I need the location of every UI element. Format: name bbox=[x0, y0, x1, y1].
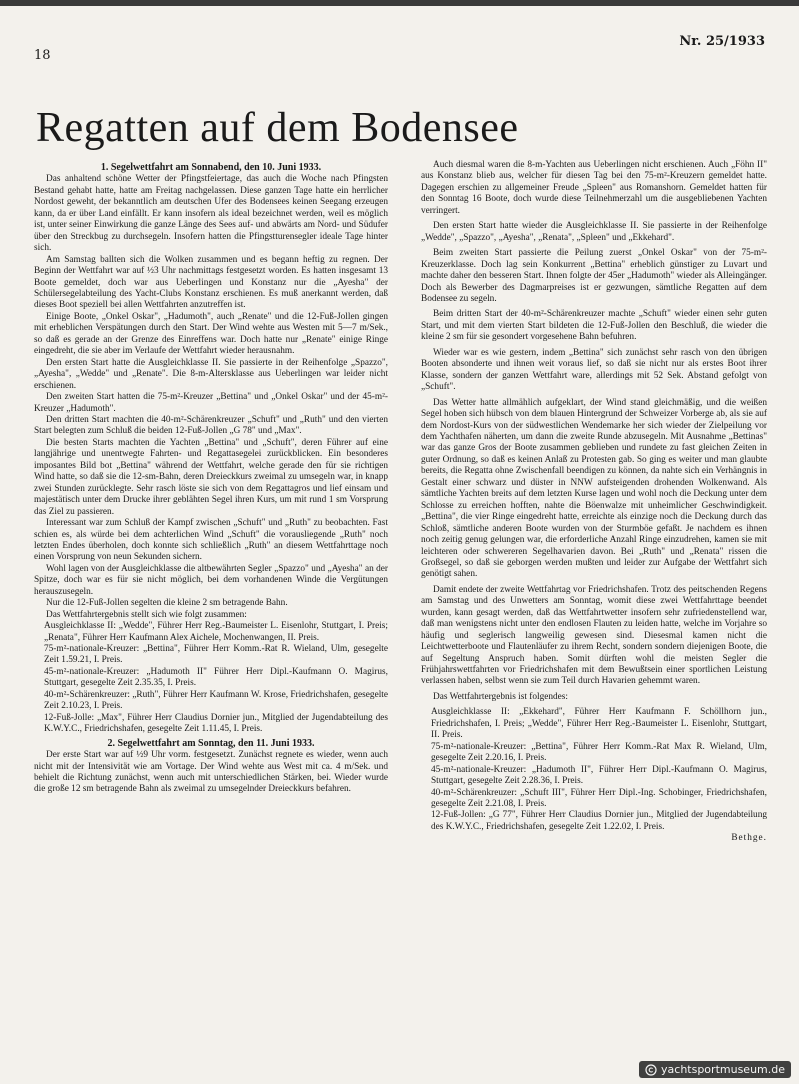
result-entry: 40-m²-Schärenkreuzer: „Schuft III", Führer Herr Dipl.-Ing. Schobinger, Friedrichshafen, gesegelte Zeit 2.21.08, I. Preis. bbox=[431, 787, 767, 810]
right-column bbox=[421, 160, 767, 845]
result-entry: 12-Fuß-Jolle: „Max", Führer Herr Claudius Dornier jun., Mitglied der Jugendabteilung des K.W.Y.C., Friedrichshafen, gesegelte Zeit 1.11.45, I. Preis. bbox=[44, 712, 388, 735]
result-entry: 40-m²-Schärenkreuzer: „Ruth", Führer Herr Kaufmann W. Krose, Friedrichshafen, gesegelte Zeit 2.10.23, I. Preis. bbox=[44, 689, 388, 712]
paragraph: Wieder war es wie gestern, indem „Bettina" sich zunächst sehr rasch von den übrigen Booten absonderte und ihnen weit voraus lief, so daß sie nicht nur als erstes Boot ihrer Klasse, sondern der ganzen Wettfahrt ware, allerdings mit 52 Sek. Abstand gefolgt von „Schuft". bbox=[421, 347, 767, 393]
paragraph: Den ersten Start hatte wieder die Ausgleichklasse II. Sie passierte in der Reihenfolge „Wedde", „Spazzo", „Ayesha", „Renata", „Spleen" und „Ekkehard". bbox=[421, 221, 767, 243]
paragraph: Das Wetter hatte allmählich aufgeklart, der Wind stand gleichmäßig, und die weißen Segel hoben sich hübsch von dem blauen Hintergrund der Schweizer Vorberge ab, als sie auf dem Nordost-Kurs von der südwestlichen Wendemarke her sich wieder der Zielpeilung vor dem Yachthafen näherten, um dann die zweite Runde abzusegeln. Mit Ausnahme „Bettinas" war das ganze Gros der Boote zusammen geblieben und rundete zu fast gleichen Zeiten in guter Ordnung, so daß es keinen Anlaß zu Protesten gab. So ging es weiter und man glaubte bereits, die Regatta ohne Zwischenfall beendigen zu können, da nahte sich ein Verhängnis in Gestalt einer schwarz und düster in NNW aufsteigenden drohenden Wolkenwand. Als sämtliche Yachten breits auf dem letzten Kurse lagen und wohl noch die Deckung unter dem Schlosse zu erreichen hofften, nahte die Böenwalze mit unheimlicher Geschwindigkeit. „Bettina", die vier Ringe eingedreht hatte, erreichte als einzige noch die Deckung durch das Schloß, sämtliche anderen Boote wurden von der Sturmböe gefaßt. Je nachdem es ihnen noch zeitig genug gelungen war, die erforderliche Anzahl Ringe einzudrehen, kamen sie mit leichteren oder schwereren Segelhavarien davon. Bei „Ruth" und „Renata" rissen die Großsegel, so daß sie geborgen werden mußten und leider zur Aufgabe der Wettfahrt sich genötigt sahen. bbox=[421, 397, 767, 580]
result-entry: 12-Fuß-Jollen: „G 77", Führer Herr Claudius Dornier jun., Mitglied der Jugendabteilung des K.W.Y.C., Friedrichshafen, gesegelte Zeit 1.22.02, I. Preis. bbox=[431, 810, 767, 832]
result-entry: 75-m²-nationale-Kreuzer: „Bettina", Führer Herr Komm.-Rat Max R. Wieland, Ulm, gesegelte Zeit 2.20.16, I. Preis. bbox=[431, 741, 767, 764]
result-entry: Ausgleichklasse II: „Wedde", Führer Herr Reg.-Baumeister L. Eisenlohr, Stuttgart, I. Preis; „Renata", Führer Herr Kaufmann Alex Aichele, Mochenwangen, II. Preis. bbox=[44, 621, 388, 643]
paragraph: Die besten Starts machten die Yachten „Bettina" und „Schuft", deren Führer auf eine langjährige und unentwegte Fahrten- und Regattasegelei zurückblicken. Ein besonderes imposantes Bild bot „Bettina" während der Wettfahrt, welche gerade den für sie richtigen Wind hatte, so daß sie die 12-sm-Bahn, deren Dreieckkurs zweimal zu umsegeln war, in knapp zwei Stunden zurücklegte. Sehr rasch löste sie sich von dem Regattagros und lief einsam und majestätisch unter dem Drucke ihrer geblähten Segel ihren Kurs, um mit rund 1 sm Vorsprung das Ziel zu passieren. bbox=[34, 437, 388, 517]
watermark bbox=[639, 1061, 791, 1078]
article-title: Regatten auf dem Bodensee bbox=[36, 105, 519, 151]
result-entry: 45-m²-nationale-Kreuzer: „Hadumoth II" Führer Herr Dipl.-Kaufmann O. Magirus, Stuttgart, gesegelte Zeit 2.35.35, I. Preis. bbox=[44, 666, 388, 689]
page-number: 18 bbox=[34, 48, 51, 63]
author-signature: Bethge. bbox=[731, 833, 767, 844]
paragraph: Den zweiten Start hatten die 75-m²-Kreuzer „Bettina" und „Onkel Oskar" und der 45-m²-Kreuzer „Hadumoth". bbox=[34, 392, 388, 414]
paragraph: Einige Boote, „Onkel Oskar", „Hadumoth", auch „Renate" und die 12-Fuß-Jollen gingen mit erheblichen Verspätungen durch den Start. Der Wind wehte aus Westen mit 5—7 m/Sek., so daß es gerade an der Grenze des Einreffens war. Doch hatte nur „Renate" einige Ringe eingedreht, die sie aber im Verlaufe der Wettfahrt wieder herausnahm. bbox=[34, 311, 388, 357]
copyright-icon bbox=[645, 1064, 657, 1076]
paragraph: Der erste Start war auf ½9 Uhr vorm. festgesetzt. Zunächst regnete es wieder, wenn auch nicht mit der Intensivität wie am Vortage. Der Wind wehte aus West mit ca. 4 m/Sek. und behielt die Richtung zunächst, wenn auch mit unterschiedlichen Stärken, bei. Wieder wurde die große 12 sm betragende Bahn als zweimal zu umsegelnder Dreieckkurs befahren. bbox=[34, 750, 388, 795]
paragraph: Wohl lagen von der Ausgleichklasse die altbewährten Segler „Spazzo" und „Ayesha" an der Spitze, doch war es für sie nicht möglich, bei dem vorhandenen Winde die Vergütungen herauszusegeln. bbox=[34, 563, 388, 597]
paragraph: Den dritten Start machten die 40-m²-Schärenkreuzer „Schuft" und „Ruth" und den vierten Start belegten zum Schluß die beiden 12-Fuß-Jollen „G 78" und „Max". bbox=[34, 414, 388, 437]
paragraph: Auch diesmal waren die 8-m-Yachten aus Ueberlingen nicht erschienen. Auch „Föhn II" aus Konstanz blieb aus, welcher für diesen Tag bei den 75-m²-Kreuzern gemeldet hatte. Dagegen erschien zu allgemeiner Freude „Spleen" aus Romanshorn. Gemeldet hatten für den Sonntag 16 Boote, doch wurde diese Teilnehmerzahl um die ausgebliebenen Yachten verringert. bbox=[421, 160, 767, 216]
scan-edge bbox=[0, 0, 799, 6]
paragraph: Nur die 12-Fuß-Jollen segelten die kleine 2 sm betragende Bahn. bbox=[46, 598, 288, 609]
section-heading-1: 1. Segelwettfahrt am Sonnabend, den 10. Juni 1933. bbox=[100, 162, 322, 173]
section-heading-2: 2. Segelwettfahrt am Sonntag, den 11. Juni 1933. bbox=[107, 737, 315, 749]
issue-number: Nr. 25/1933 bbox=[679, 34, 765, 49]
paragraph: Am Samstag ballten sich die Wolken zusammen und es begann heftig zu regnen. Der Beginn der Wettfahrt war auf ½3 Uhr nachmittags festgesetzt worden. Es hatten insgesamt 13 Boote gemeldet, doch war aus Ueberlingen und Konstanz nur die „Ayesha" der Schülersegelabteilung des Yacht-Clubs Konstanz erschienen. Es muß anerkannt werden, daß dieses Boot speziell bei allen Wettfahrten anzutreffen ist. bbox=[34, 254, 388, 311]
paragraph: Beim zweiten Start passierte die Peilung zuerst „Onkel Oskar" von der 75-m²-Kreuzerklasse. Doch lag sein Konkurrent „Bettina" erheblich günstiger zu Luvart und machte daher den besseren Start. Ihnen folgte der 45er „Hadumoth" wieder als Alleingänger. Doch als Bewerber des Dagmarpreises ist er gezwungen, sämtliche Regatten auf dem Bodensee zu segeln. bbox=[421, 248, 767, 304]
paragraph: Das Wettfahrtergebnis ist folgendes: bbox=[433, 691, 568, 702]
paragraph: Den ersten Start hatte die Ausgleichklasse II. Sie passierte in der Reihenfolge „Spazzo", „Ayesha", „Wedde" und „Renate". Die 8-m-Altersklasse aus Ueberlingen war leider nicht erschienen. bbox=[34, 357, 388, 391]
paragraph: Beim dritten Start der 40-m²-Schärenkreuzer machte „Schuft" wieder einen sehr guten Start, und mit dem vierten Start bildeten die 12-Fuß-Jollen den Beschluß, die wieder die kleine 2 sm für sie gesondert vorgesehene Bahn befuhren. bbox=[421, 309, 767, 343]
result-entry: 45-m²-nationale-Kreuzer: „Hadumoth II", Führer Herr Dipl.-Kaufmann O. Magirus, Stuttgart, gesegelte Zeit 2.28.36, I. Preis. bbox=[431, 764, 767, 787]
paragraph: Damit endete der zweite Wettfahrtag vor Friedrichshafen. Trotz des peitschenden Regens am Samstag und des Unwetters am Sonntag, womit diese zwei Wettfahrttage beendet wurden, kann gesagt werden, daß das Wettfahrtwetter insofern sehr zufriedenstellend war, daß man wenigstens nicht unter den endlosen Flauten zu leiden hatte, welche im Vorjahre so häufig und seglerisch langweilig gewesen sind. Diesesmal kamen nicht die Leichtwetterboote und Flautenläufer zu ihrem Recht, sondern sondern diejenigen Boote, die auf Segeltung Anspruch haben. Somit dürften wohl die meisten Segler die Frühjahrswettfahrten vor Friedrichshafen mit dem Bewußtsein einer sportlichen Leistung verlassen haben, selbst wenn sie zum Teil durch Havarien gehemmt waren. bbox=[421, 584, 767, 687]
paragraph: Das Wettfahrtergebnis stellt sich wie folgt zusammen: bbox=[46, 609, 247, 620]
watermark-text: yachtsportmuseum.de bbox=[661, 1063, 785, 1076]
left-column bbox=[34, 160, 388, 796]
result-entry: 75-m²-nationale-Kreuzer: „Bettina", Führer Herr Komm.-Rat R. Wieland, Ulm, gesegelte Zeit 1.59.21, I. Preis. bbox=[44, 644, 388, 666]
result-entry: Ausgleichklasse II: „Ekkehard", Führer Herr Kaufmann F. Schöllhorn jun., Friedrichshafen, I. Preis; „Wedde", Führer Herr Reg.-Baumeister L. Eisenlohr, Stuttgart, II. Preis. bbox=[431, 707, 767, 741]
paragraph: Interessant war zum Schluß der Kampf zwischen „Schuft" und „Ruth" zu beobachten. Fast schien es, als würde bei dem achterlichen Wind „Schuft" die vorausliegende „Ruth" noch letzten Endes überholen, doch konnte sich schließlich „Ruth" an diesem Wettfahrttage noch einen Vorsprung von neun Sekunden sichern. bbox=[34, 518, 388, 563]
paragraph: Das anhaltend schöne Wetter der Pfingstfeiertage, das auch die Woche nach Pfingsten Bestand gehabt hatte, hatte am Freitag nachgelassen. Diese ganzen Tage hatte ein herrlicher Nordost geweht, der bekanntlich am deutschen Ufer des Bodensees keinen Seegang erzeugen kann, da er über Land einfällt. Er kann insofern als ideal bezeichnet werden, weil es möglich ist, unter seiner Einwirkung die ganze Länge des Sees auf- und abwärts am Nord- und Südufer über den Streckbug zu durchsegeln. Insofern hatten die Pfingstturensegler ideale Tage hinter sich. bbox=[34, 174, 388, 254]
